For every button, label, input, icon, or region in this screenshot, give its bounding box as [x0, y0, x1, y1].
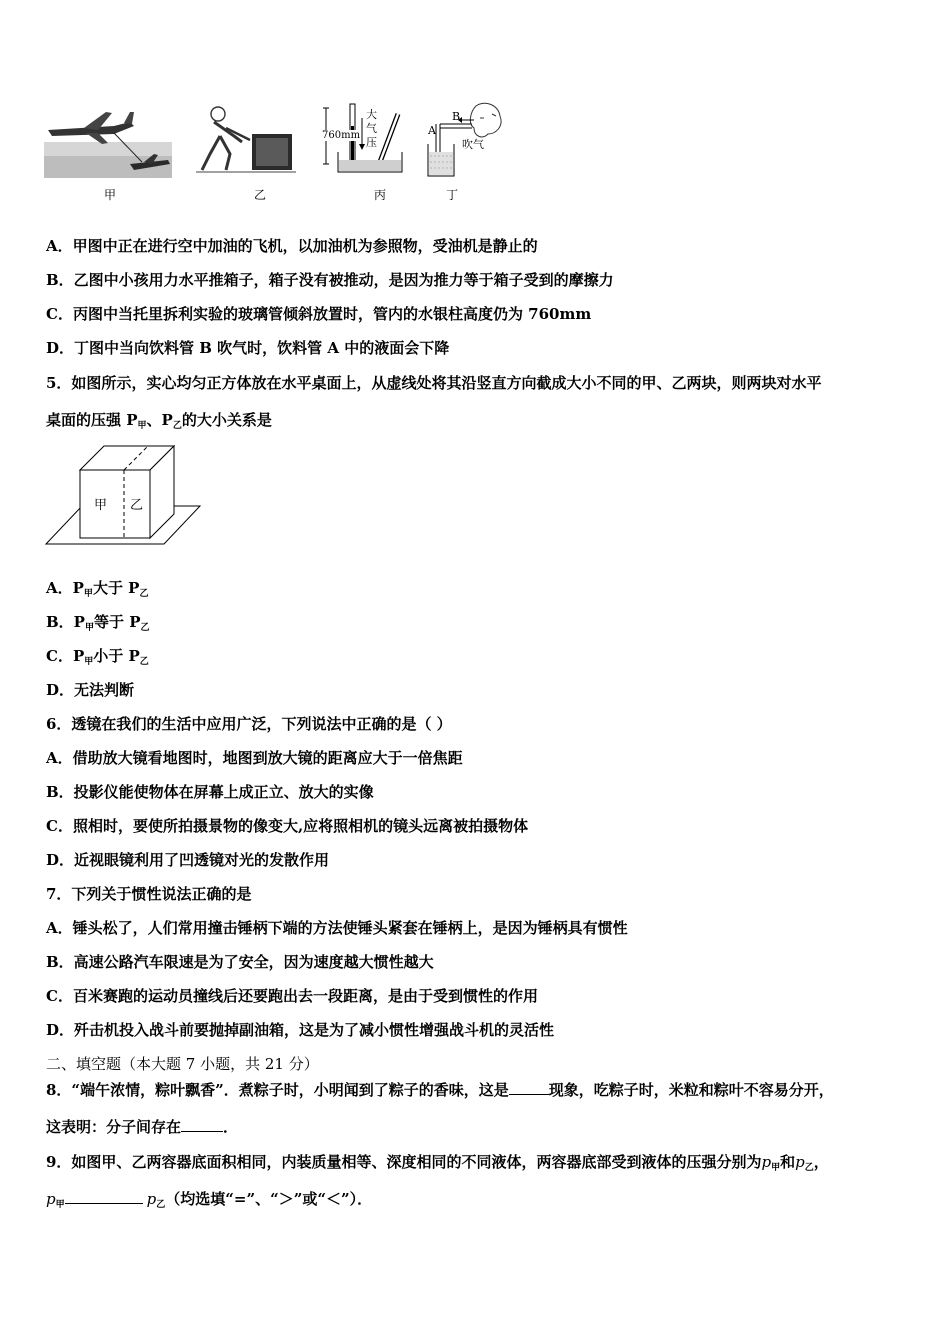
q5-option-d: D．无法判断 — [46, 681, 135, 699]
q5-option-c-sub-yi: 乙 — [139, 657, 149, 667]
q9-line2-sub-jia: 甲 — [55, 1200, 65, 1210]
torricelli-height-label: 760mm — [322, 130, 361, 141]
q5-option-c-part1: C．P — [46, 647, 85, 665]
straw-label-b: B — [452, 110, 461, 123]
q5-option-c — [46, 646, 149, 669]
q5-sub-jia: 甲 — [137, 421, 147, 431]
q4-option-b: B．乙图中小孩用力水平推箱子，箱子没有被推动，是因为推力等于箱子受到的摩擦力 — [46, 271, 614, 289]
q4-option-d: D．丁图中当向饮料管 B 吹气时，饮料管 A 中的液面会下降 — [46, 339, 450, 357]
cube-label-jia: 甲 — [94, 498, 108, 513]
q9-line2-sub-yi: 乙 — [156, 1200, 166, 1210]
q5-option-c-sub-jia: 甲 — [84, 657, 94, 667]
q8-line1 — [46, 1080, 834, 1100]
q5-option-b-part2: 等于 P — [93, 613, 141, 631]
q9-p-symbol-b: p — [795, 1153, 805, 1171]
q7-option-b: B．高速公路汽车限速是为了安全，因为速度越大惯性越大 — [46, 953, 434, 971]
q5-stem-line1: 5．如图所示，实心均匀正方体放在水平桌面上，从虚线处将其沿竖直方向截成大小不同的甲、乙两块，则两块对水平 — [46, 374, 822, 392]
atm-label-3: 压 — [366, 136, 377, 149]
q6-option-c: C．照相时，要使所拍摄景物的像变大,应将照相机的镜头远离被拍摄物体 — [46, 817, 529, 835]
q8-line1-part1: 8．“端午浓情，粽叶飘香”．煮粽子时，小明闻到了粽子的香味，这是 — [46, 1081, 509, 1099]
figure-caption-ding: 丁 — [446, 188, 459, 202]
q9-p-symbol-a: p — [761, 1153, 772, 1171]
q9-line2 — [46, 1189, 372, 1212]
figure-yi-pushing-box — [196, 100, 296, 178]
figure-caption-bing: 丙 — [374, 188, 387, 202]
q5-stem-part2: 、P — [146, 411, 173, 429]
figure-jia-refueling — [44, 100, 172, 178]
q6-stem: 6．透镜在我们的生活中应用广泛，下列说法中正确的是（ ） — [46, 715, 452, 733]
figure-bing-torricelli — [320, 100, 406, 178]
figure-ding-straw — [422, 100, 506, 178]
q8-line1-part2: 现象，吃粽子时，米粒和粽叶不容易分开， — [548, 1081, 834, 1099]
blow-label: 吹气 — [462, 138, 484, 151]
figure-caption-jia: 甲 — [104, 188, 117, 202]
q9-sub-jia: 甲 — [771, 1163, 781, 1173]
q8-blank-2[interactable] — [181, 1117, 223, 1132]
q5-option-a-sub-yi: 乙 — [139, 589, 149, 599]
q9-line2-p-a: p — [46, 1190, 56, 1208]
q6-option-d: D．近视眼镜利用了凹透镜对光的发散作用 — [46, 851, 330, 869]
q5-option-b-part1: B．P — [46, 613, 85, 631]
q7-option-a: A．锤头松了，人们常用撞击锤柄下端的方法使锤头紧套在锤柄上，是因为锤柄具有惯性 — [46, 919, 628, 937]
q9-line1 — [46, 1152, 829, 1175]
q5-option-b — [46, 612, 150, 635]
straw-label-a: A — [428, 124, 436, 137]
q9-and: 和 — [780, 1153, 796, 1171]
q8-blank-1[interactable] — [509, 1080, 549, 1095]
q9-sub-yi: 乙 — [804, 1163, 814, 1173]
q9-line2-p-b: p — [146, 1190, 157, 1208]
figure-caption-yi: 乙 — [254, 188, 267, 202]
q8-line2-part1: 这表明：分子间存在 — [46, 1118, 182, 1136]
q4-option-a: A．甲图中正在进行空中加油的飞机，以加油机为参照物，受油机是静止的 — [46, 237, 538, 255]
q5-option-b-sub-jia: 甲 — [84, 623, 94, 633]
q5-sub-yi: 乙 — [172, 421, 182, 431]
q7-option-c: C．百米赛跑的运动员撞线后还要跑出去一段距离，是由于受到惯性的作用 — [46, 987, 538, 1005]
q9-line1-part1: 9．如图甲、乙两容器底面积相同，内装质量相等、深度相同的不同液体，两容器底部受到液体的压强分别为 — [46, 1153, 762, 1171]
q5-option-b-sub-yi: 乙 — [140, 623, 150, 633]
q8-line2 — [46, 1117, 238, 1137]
q5-option-c-part2: 小于 P — [93, 647, 140, 665]
q7-stem: 7．下列关于惯性说法正确的是 — [46, 885, 252, 903]
q5-option-a-sub-jia: 甲 — [83, 589, 93, 599]
q4-option-c: C．丙图中当托里拆利实验的玻璃管倾斜放置时，管内的水银柱高度仍为 760mm — [46, 305, 592, 323]
q5-stem-part3: 的大小关系是 — [181, 411, 272, 429]
q9-line1-part2: ， — [813, 1153, 829, 1171]
q9-line2-part2: （均选填“=”、“＞”或“＜”）． — [165, 1190, 373, 1208]
cube-label-yi: 乙 — [130, 498, 144, 513]
q5-option-a-part1: A．P — [46, 579, 84, 597]
q5-stem-line2 — [46, 410, 272, 433]
q5-option-a-part2: 大于 P — [92, 579, 140, 597]
q6-option-a: A．借助放大镜看地图时，地图到放大镜的距离应大于一倍焦距 — [46, 749, 463, 767]
q9-blank[interactable] — [65, 1189, 143, 1204]
q6-option-b: B．投影仪能使物体在屏幕上成正立、放大的实像 — [46, 783, 374, 801]
q7-option-d: D．歼击机投入战斗前要抛掉副油箱，这是为了减小惯性增强战斗机的灵活性 — [46, 1021, 555, 1039]
q5-option-a — [46, 578, 148, 601]
section-fill-in-heading: 二、填空题（本大题 7 小题，共 21 分） — [46, 1055, 319, 1073]
atm-label-1: 大 — [366, 108, 377, 121]
atm-label-2: 气 — [366, 122, 377, 135]
q5-cube-figure — [44, 444, 204, 548]
q8-line2-part2: ． — [223, 1118, 239, 1136]
q5-stem-part1: 桌面的压强 P — [46, 411, 138, 429]
